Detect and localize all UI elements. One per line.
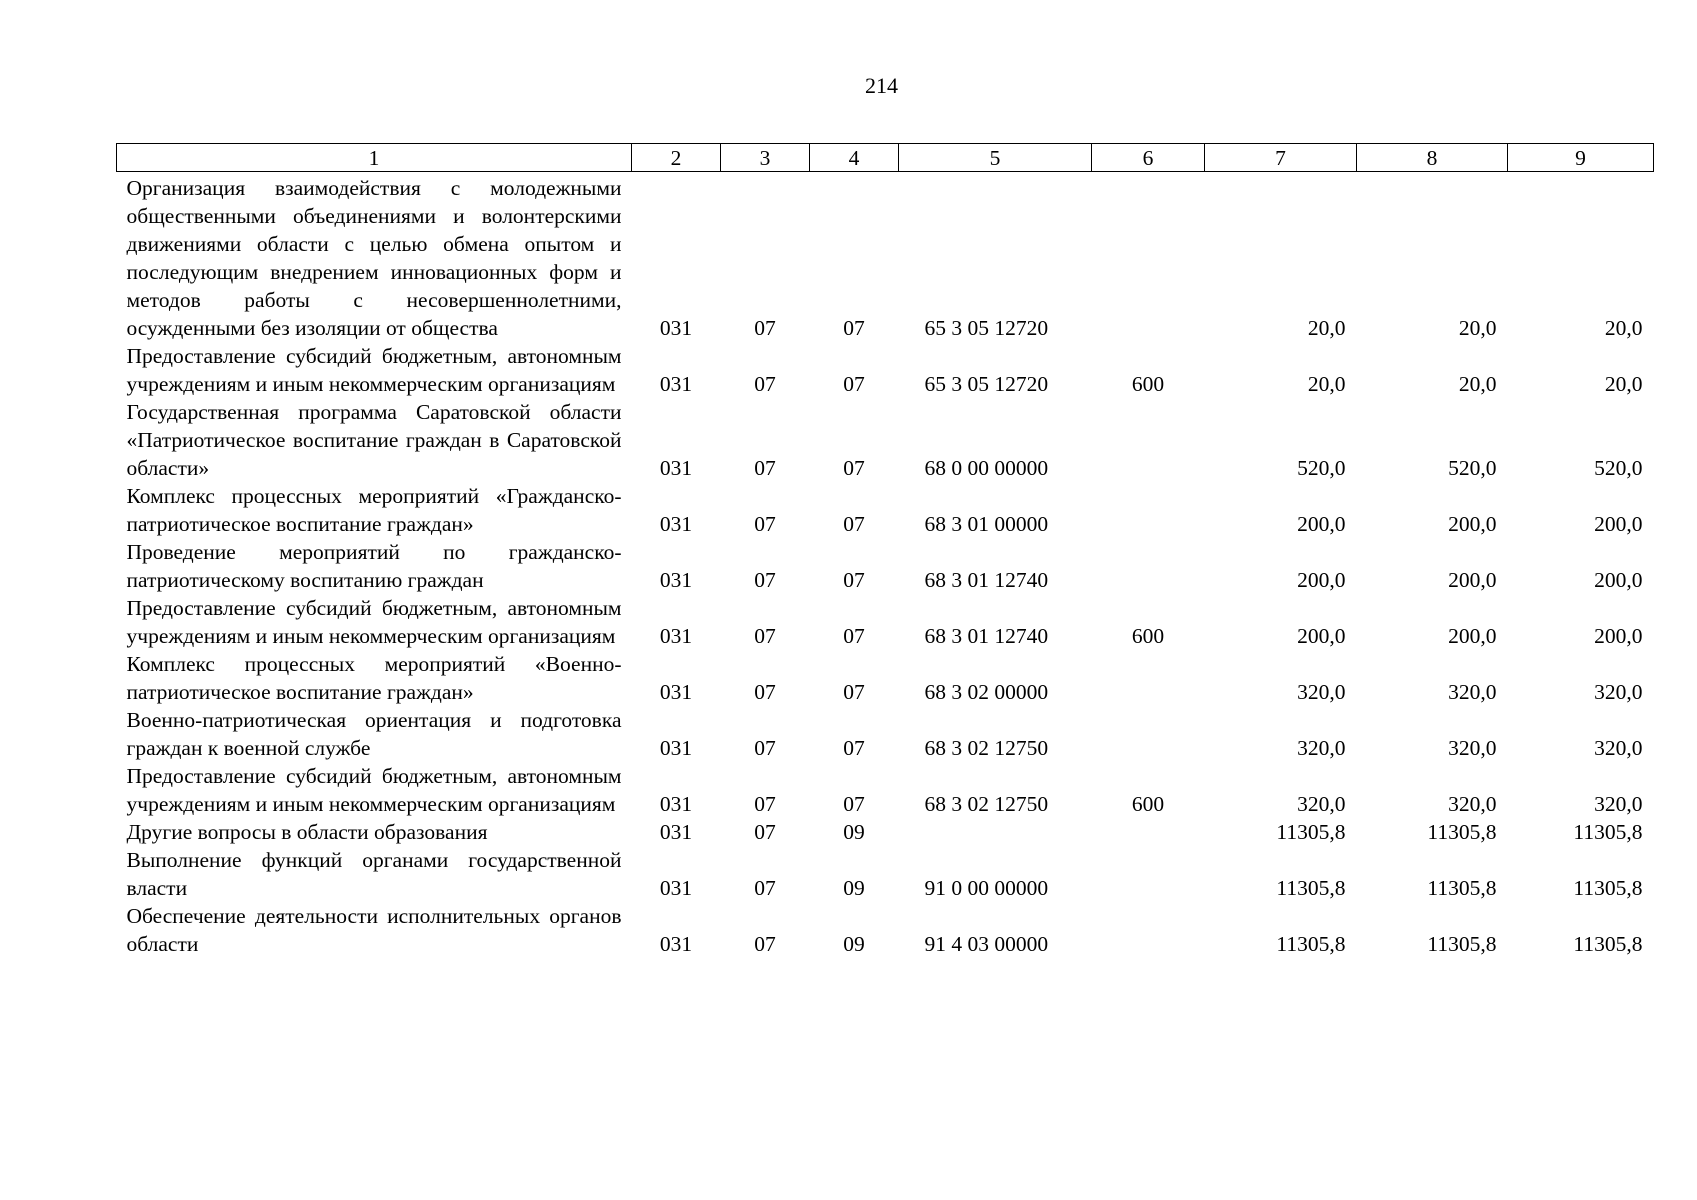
target-article-code: 68 3 01 00000 xyxy=(924,512,1049,536)
column-header-9: 9 xyxy=(1508,144,1654,172)
subsection-code: 07 xyxy=(843,792,865,816)
row-description: Выполнение функций органами государственной власти xyxy=(126,848,622,900)
expense-type-code xyxy=(1092,398,1205,482)
amount-col8: 320,0 xyxy=(1448,792,1497,816)
amount-col8: 200,0 xyxy=(1448,624,1497,648)
target-article-code: 65 3 05 12720 xyxy=(924,372,1049,396)
amount-col8: 11305,8 xyxy=(1427,820,1497,844)
row-description: Комплекс процессных мероприятий «Гражданско-патриотическое воспитание граждан» xyxy=(126,484,622,536)
section-code: 07 xyxy=(754,876,776,900)
column-header-6: 6 xyxy=(1092,144,1205,172)
amount-col7: 200,0 xyxy=(1297,512,1346,536)
amount-col9: 200,0 xyxy=(1594,568,1643,592)
amount-col7: 200,0 xyxy=(1297,624,1346,648)
section-code: 07 xyxy=(754,568,776,592)
table-row xyxy=(117,482,1654,538)
column-header-1: 1 xyxy=(117,144,632,172)
row-description: Предоставление субсидий бюджетным, автономным учреждениям и иным некоммерческим организациям xyxy=(126,596,622,648)
table-row xyxy=(117,398,1654,482)
expense-type-code xyxy=(1092,482,1205,538)
ministry-code: 031 xyxy=(659,932,693,956)
ministry-code: 031 xyxy=(659,680,693,704)
table-row xyxy=(117,172,1654,343)
subsection-code: 07 xyxy=(843,512,865,536)
subsection-code: 07 xyxy=(843,624,865,648)
amount-col7: 200,0 xyxy=(1297,568,1346,592)
row-description: Проведение мероприятий по гражданско-патриотическому воспитанию граждан xyxy=(126,540,622,592)
amount-col7: 320,0 xyxy=(1297,792,1346,816)
page-number: 214 xyxy=(865,73,898,98)
amount-col8: 11305,8 xyxy=(1427,932,1497,956)
amount-col8: 11305,8 xyxy=(1427,876,1497,900)
section-code: 07 xyxy=(754,820,776,844)
expense-type-code xyxy=(1092,846,1205,902)
expense-type-code xyxy=(1092,538,1205,594)
row-description: Обеспечение деятельности исполнительных органов области xyxy=(126,904,622,956)
amount-col8: 320,0 xyxy=(1448,736,1497,760)
row-description: Государственная программа Саратовской области «Патриотическое воспитание граждан в Саратовской области» xyxy=(126,400,622,480)
row-description: Военно-патриотическая ориентация и подготовка граждан к военной службе xyxy=(126,708,622,760)
expense-type-code xyxy=(1092,650,1205,706)
expense-type-code: 600 xyxy=(1131,792,1165,816)
subsection-code: 07 xyxy=(843,568,865,592)
section-code: 07 xyxy=(754,512,776,536)
table-row xyxy=(117,902,1654,958)
ministry-code: 031 xyxy=(659,876,693,900)
subsection-code: 07 xyxy=(843,736,865,760)
target-article-code: 68 3 02 12750 xyxy=(924,792,1049,816)
amount-col9: 320,0 xyxy=(1594,736,1643,760)
amount-col9: 320,0 xyxy=(1594,792,1643,816)
table-row xyxy=(117,594,1654,650)
ministry-code: 031 xyxy=(659,568,693,592)
amount-col9: 320,0 xyxy=(1594,680,1643,704)
column-header-2: 2 xyxy=(632,144,721,172)
target-article-code: 68 3 01 12740 xyxy=(924,624,1049,648)
row-description: Другие вопросы в области образования xyxy=(126,820,488,844)
amount-col7: 11305,8 xyxy=(1276,876,1346,900)
ministry-code: 031 xyxy=(659,624,693,648)
table-row xyxy=(117,846,1654,902)
expense-type-code xyxy=(1092,172,1205,343)
column-header-7: 7 xyxy=(1205,144,1357,172)
ministry-code: 031 xyxy=(659,792,693,816)
table-row xyxy=(117,762,1654,818)
target-article-code: 65 3 05 12720 xyxy=(924,316,1049,340)
amount-col9: 11305,8 xyxy=(1573,876,1643,900)
subsection-code: 07 xyxy=(843,316,865,340)
section-code: 07 xyxy=(754,316,776,340)
target-article-code: 68 3 01 12740 xyxy=(924,568,1049,592)
amount-col8: 520,0 xyxy=(1448,456,1497,480)
amount-col9: 200,0 xyxy=(1594,624,1643,648)
amount-col9: 11305,8 xyxy=(1573,820,1643,844)
target-article-code: 91 4 03 00000 xyxy=(924,932,1049,956)
section-code: 07 xyxy=(754,372,776,396)
amount-col8: 320,0 xyxy=(1448,680,1497,704)
row-description: Предоставление субсидий бюджетным, автономным учреждениям и иным некоммерческим организациям xyxy=(126,344,622,396)
table-row xyxy=(117,818,1654,846)
section-code: 07 xyxy=(754,792,776,816)
section-code: 07 xyxy=(754,680,776,704)
column-header-5: 5 xyxy=(899,144,1092,172)
column-header-3: 3 xyxy=(721,144,810,172)
section-code: 07 xyxy=(754,736,776,760)
amount-col7: 20,0 xyxy=(1307,372,1346,396)
amount-col7: 320,0 xyxy=(1297,736,1346,760)
amount-col8: 20,0 xyxy=(1458,316,1497,340)
subsection-code: 07 xyxy=(843,456,865,480)
amount-col7: 320,0 xyxy=(1297,680,1346,704)
expense-type-code xyxy=(1092,902,1205,958)
ministry-code: 031 xyxy=(659,372,693,396)
subsection-code: 09 xyxy=(843,932,865,956)
section-code: 07 xyxy=(754,932,776,956)
row-description: Организация взаимодействия с молодежными общественными объединениями и волонтерскими движениями области с целью обмена опытом и последующим внедрением инновационных форм и методов работы с несовершеннолетними, осужденными без изоляции от общества xyxy=(126,176,622,340)
amount-col9: 520,0 xyxy=(1594,456,1643,480)
row-description: Комплекс процессных мероприятий «Военно-патриотическое воспитание граждан» xyxy=(126,652,622,704)
subsection-code: 07 xyxy=(843,372,865,396)
ministry-code: 031 xyxy=(659,316,693,340)
target-article-code xyxy=(899,818,1092,846)
expense-type-code: 600 xyxy=(1131,372,1165,396)
amount-col8: 200,0 xyxy=(1448,512,1497,536)
row-description: Предоставление субсидий бюджетным, автономным учреждениям и иным некоммерческим организациям xyxy=(126,764,622,816)
amount-col9: 11305,8 xyxy=(1573,932,1643,956)
amount-col8: 200,0 xyxy=(1448,568,1497,592)
expense-type-code xyxy=(1092,706,1205,762)
ministry-code: 031 xyxy=(659,456,693,480)
expense-type-code: 600 xyxy=(1131,624,1165,648)
subsection-code: 07 xyxy=(843,680,865,704)
table-header-row xyxy=(117,144,1654,172)
target-article-code: 68 3 02 00000 xyxy=(924,680,1049,704)
subsection-code: 09 xyxy=(843,876,865,900)
amount-col7: 20,0 xyxy=(1307,316,1346,340)
target-article-code: 68 0 00 00000 xyxy=(924,456,1049,480)
table-row xyxy=(117,650,1654,706)
section-code: 07 xyxy=(754,624,776,648)
amount-col9: 200,0 xyxy=(1594,512,1643,536)
amount-col9: 20,0 xyxy=(1604,372,1643,396)
table-row xyxy=(117,342,1654,398)
amount-col8: 20,0 xyxy=(1458,372,1497,396)
column-header-8: 8 xyxy=(1357,144,1508,172)
amount-col7: 11305,8 xyxy=(1276,820,1346,844)
amount-col9: 20,0 xyxy=(1604,316,1643,340)
ministry-code: 031 xyxy=(659,820,693,844)
table-row xyxy=(117,538,1654,594)
expense-type-code xyxy=(1092,818,1205,846)
budget-table xyxy=(116,143,1654,958)
amount-col7: 11305,8 xyxy=(1276,932,1346,956)
column-header-4: 4 xyxy=(810,144,899,172)
section-code: 07 xyxy=(754,456,776,480)
target-article-code: 68 3 02 12750 xyxy=(924,736,1049,760)
target-article-code: 91 0 00 00000 xyxy=(924,876,1049,900)
subsection-code: 09 xyxy=(843,820,865,844)
amount-col7: 520,0 xyxy=(1297,456,1346,480)
ministry-code: 031 xyxy=(659,512,693,536)
ministry-code: 031 xyxy=(659,736,693,760)
table-row xyxy=(117,706,1654,762)
